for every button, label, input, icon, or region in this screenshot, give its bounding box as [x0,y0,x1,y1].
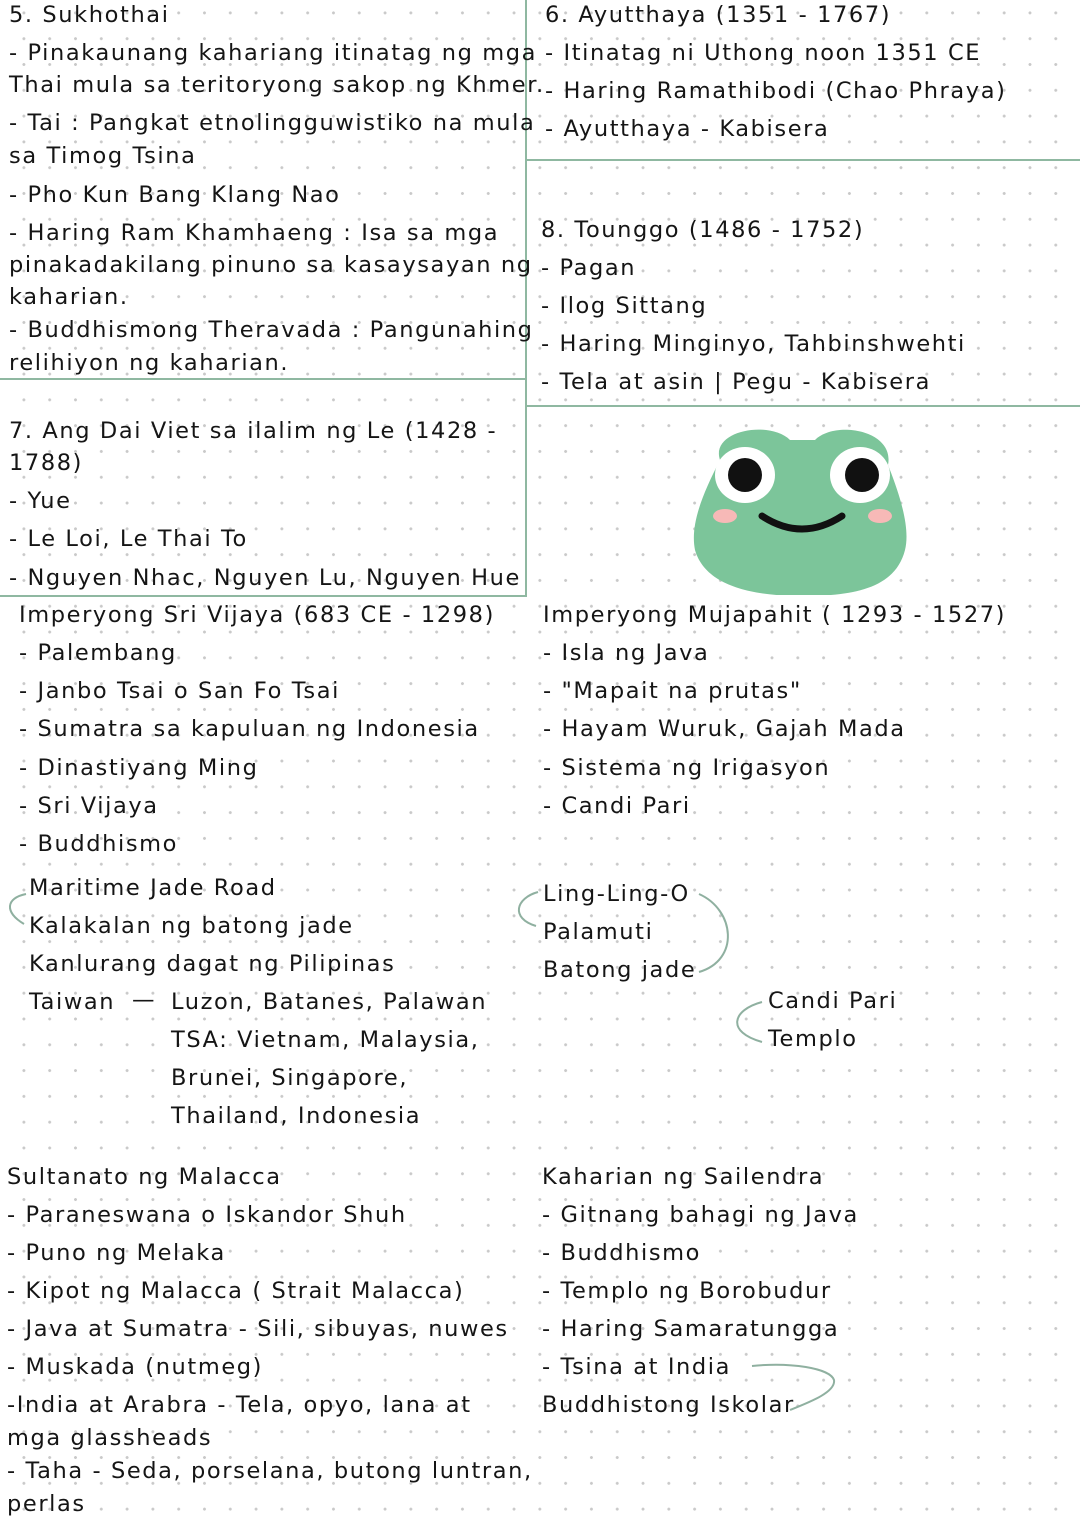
note-line: kaharian. [9,284,129,310]
destination-line: Brunei, Singapore, [171,1065,409,1091]
note-line: - Java at Sumatra - Sili, sibuyas, nuwes [7,1316,509,1342]
note-line: - Yue [9,488,72,514]
section-title: 5. Sukhothai [9,2,170,28]
note-line: Ling-Ling-O [543,881,690,907]
note-line: - Candi Pari [543,793,691,819]
note-line: - Dinastiyang Ming [19,755,259,781]
note-line: Maritime Jade Road [29,875,277,901]
note-line: - Gitnang bahagi ng Java [542,1202,859,1228]
note-line: - Haring Ram Khamhaeng : Isa sa mga [9,220,500,246]
note-line: sa Timog Tsina [9,143,197,169]
section-title: 6. Ayutthaya (1351 - 1767) [545,2,892,28]
divider-dai-viet-bottom [0,595,527,597]
note-line: - Janbo Tsai o San Fo Tsai [19,678,340,704]
note-line: - Itinatag ni Uthong noon 1351 CE [545,40,982,66]
note-line: - Isla ng Java [543,640,710,666]
note-line: - Haring Ramathibodi (Chao Phraya) [545,78,1007,104]
note-line: mga glassheads [7,1425,213,1451]
note-line: - Sri Vijaya [19,793,159,819]
section-title: Kaharian ng Sailendra [542,1164,825,1190]
section-title: Sultanato ng Malacca [7,1164,282,1190]
note-line: -India at Arabra - Tela, opyo, lana at [7,1392,472,1418]
note-line: Palamuti [543,919,654,945]
note-line: - Buddhismong Theravada : Pangunahing [9,317,534,343]
note-line: - Tai : Pangkat etnolingguwistiko na mula [9,110,536,136]
bracket-curve-icon [508,888,548,933]
note-line: - Haring Samaratungga [542,1316,840,1342]
note-line: - Buddhismo [19,831,179,857]
note-line: - Ayutthaya - Kabisera [545,116,830,142]
note-line: - Ilog Sittang [541,293,708,319]
note-line: - Tsina at India [542,1354,732,1380]
note-line: - Palembang [19,640,177,666]
divider-ayutthaya-bottom [527,159,1080,161]
note-line: - Sumatra sa kapuluan ng Indonesia [19,716,480,742]
note-line: - Paraneswana o Iskandor Shuh [7,1202,407,1228]
note-line: - Pagan [541,255,637,281]
note-line: - Nguyen Nhac, Nguyen Lu, Nguyen Hue [9,565,521,591]
note-line: - "Mapait na prutas" [543,678,802,704]
note-line: Kalakalan ng batong jade [29,913,354,939]
destination-line: Thailand, Indonesia [171,1103,422,1129]
note-line: Templo [768,1026,858,1052]
frog-face-icon [690,420,915,595]
note-line: Kanlurang dagat ng Pilipinas [29,951,396,977]
note-line: Thai mula sa teritoryong sakop ng Khmer. [9,72,545,98]
destination-line: Luzon, Batanes, Palawan [171,989,488,1015]
note-line: - Sistema ng Irigasyon [543,755,831,781]
divider-sukhothai-bottom [0,378,526,380]
note-line: - Taha - Seda, porselana, butong luntran, [7,1458,533,1484]
arrow-dash: — [132,987,157,1013]
section-title: Imperyong Sri Vijaya (683 CE - 1298) [19,602,495,628]
note-line: - Hayam Wuruk, Gajah Mada [543,716,906,742]
note-line: - Puno ng Melaka [7,1240,226,1266]
note-line: - Pinakaunang kahariang itinatag ng mga [9,40,538,66]
section-title: 7. Ang Dai Viet sa ilalim ng Le (1428 - [9,418,498,444]
note-line: pinakadakilang pinuno sa kasaysayan ng [9,252,533,278]
note-line: Batong jade [543,957,697,983]
section-title-cont: 1788) [9,450,84,476]
note-line: - Templo ng Borobudur [542,1278,832,1304]
bracket-curve-icon [750,1362,840,1414]
note-line: perlas [7,1491,86,1517]
destination-line: TSA: Vietnam, Malaysia, [171,1027,480,1053]
note-line: - Le Loi, Le Thai To [9,526,248,552]
note-line: - Haring Minginyo, Tahbinshwehti [541,331,966,357]
divider-toungoo-bottom [527,405,1080,407]
note-line: relihiyon ng kaharian. [9,350,290,376]
note-line: - Tela at asin | Pegu - Kabisera [541,369,931,395]
section-title: Imperyong Mujapahit ( 1293 - 1527) [543,602,1007,628]
taiwan-label: Taiwan [29,989,116,1015]
bracket-curve-icon [728,998,768,1048]
note-line: - Pho Kun Bang Klang Nao [9,182,341,208]
note-line: - Buddhismo [542,1240,702,1266]
bracket-curve-icon [695,890,740,980]
note-line: Buddhistong Iskolar [542,1392,795,1418]
note-line: - Muskada (nutmeg) [7,1354,264,1380]
section-title: 8. Tounggo (1486 - 1752) [541,217,865,243]
note-line: - Kipot ng Malacca ( Strait Malacca) [7,1278,465,1304]
note-line: Candi Pari [768,988,898,1014]
